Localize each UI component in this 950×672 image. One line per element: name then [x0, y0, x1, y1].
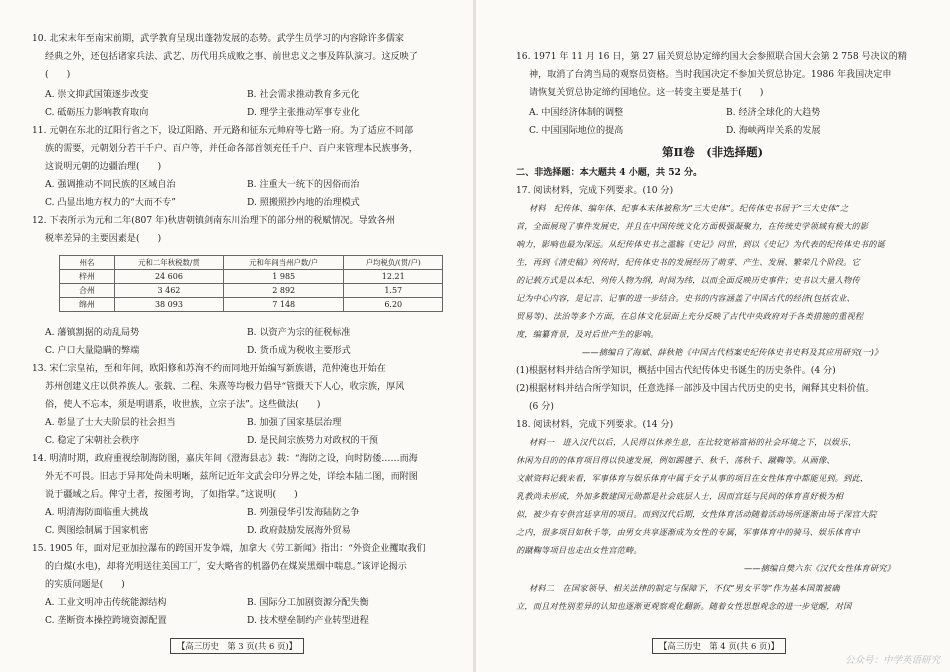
table-cell: 1 985 — [223, 270, 344, 284]
q17-material: 生，再到《清史稿》列传时，纪传体史书的发展经历了萌芽、产生、发展、繁荣几个阶段。它 — [516, 257, 860, 267]
table-cell: 38 093 — [115, 298, 224, 312]
q16-option-a: A. 中国经济体制的调整 — [529, 108, 624, 118]
q12-stem: 税率差异的主要因素是( ) — [45, 234, 162, 244]
table-cell: 梓州 — [60, 270, 115, 284]
section-intro: 二、非选择题：本大题共 4 小题，共 52 分。 — [516, 167, 703, 178]
q14-stem: 外无不可畏。旧志于异邦处尚未明晰，兹所记近年文武会印分界之处，详绘本陆二图，而附图 — [45, 472, 418, 482]
q17-material: 响力，影响也最为深远。从纪传体史书之滥觞《史记》问世，到以《史记》为代表的纪传体史书的诞 — [516, 239, 886, 249]
q11-stem: 这说明元朝的边疆治理( ) — [45, 162, 162, 172]
q15-option-b: B. 国际分工加剧资源分配失衡 — [247, 598, 369, 608]
table-header-row — [60, 256, 443, 270]
q17-material: 首，全面展现了事件发展史，并且在中国传统文化方面极强凝聚力，在传统史学领域有极大的影 — [516, 221, 869, 231]
q18-material-1: 休闲为目的的体育项目得以快速发展，例如踢毽子、秋千、荡秋千、蹴鞠等。从画像、 — [516, 455, 835, 465]
q12-option-a: A. 藩镇割据的动乱局势 — [45, 328, 140, 338]
q11-option-b: B. 注重大一统下的因俗而治 — [247, 180, 360, 190]
q15-option-a: A. 工业文明冲击传统能源结构 — [45, 598, 167, 608]
q13-option-c: C. 稳定了宋朝社会秩序 — [45, 436, 140, 446]
q18-material-1: 之内，很多项目如秋千等，由男女共享逐渐成为女性的专属，军事体育中的骑马、娱乐体育中 — [516, 527, 860, 537]
table-cell: 12.21 — [344, 270, 443, 284]
q18-material-2: 材料二 在国家领导、相关法律的制定与保障下，不仅“男女平等”作为基本国策被确 — [529, 583, 840, 593]
tax-table — [59, 255, 443, 312]
q13-stem: 俗，使人不忘本，须是明谱系，收世族，立宗子法”。这些做法( ) — [45, 400, 321, 410]
q18-material-1: 似，被少有专供宫廷享用的项目。而到汉代后期，女性体育活动随着活动场所逐渐由场子深宫大院 — [516, 509, 877, 519]
left-page — [0, 0, 474, 672]
q18-material-1: 的蹴鞠等项目也走出女性宫范畴。 — [516, 545, 642, 555]
q16-stem: 16. 1971 年 11 月 16 日，第 27 届关贸总协定缔约国大会参照联合国大会第 2 758 号决议的精 — [516, 52, 907, 62]
q17-material: 的记载方式是以本纪、列传人物为纲，时间为纬，以而全面反映历史事件；史书以大量人物传 — [516, 275, 860, 285]
q15-stem: 的实质问题是( ) — [45, 580, 125, 590]
q15-option-d: D. 技术壁垒制约产业转型进程 — [247, 616, 369, 626]
q12-stem: 12. 下表所示为元和二年(807 年)秋唐朝镇剑南东川治理下的部分州的税赋情况。导致各州 — [32, 216, 395, 226]
q17-material: 材料 纪传体、编年体、纪事本末体被称为“三大史体”。纪传体史书居于“三大史体”之 — [529, 203, 849, 213]
q17-intro: 17. 阅读材料，完成下列要求。(10 分) — [516, 186, 674, 196]
page-footer: 【高三历史 第 4 页(共 6 页)】 — [652, 638, 786, 654]
q13-option-a: A. 彰显了士大夫阶层的社会担当 — [45, 418, 176, 428]
q10-stem: 10. 北宋末年至南宋前期，武学教育呈现出蓬勃发展的态势。武学生员学习的内容除许多儒家 — [32, 34, 405, 44]
q14-option-d: D. 政府鼓励发展海外贸易 — [247, 526, 351, 536]
q16-option-b: B. 经济全球化的大趋势 — [726, 108, 821, 118]
table-cell: 6.20 — [344, 298, 443, 312]
section-title: 第Ⅱ卷 (非选择题) — [662, 145, 764, 159]
q18-material-1: 材料一 进入汉代以后，人民得以休养生息，在比较宽裕富裕的社会环境之下，以娱乐、 — [529, 437, 857, 447]
table-cell: 1.57 — [344, 284, 443, 298]
q18-intro: 18. 阅读材料，完成下列要求。(14 分) — [516, 420, 674, 430]
watermark: 公众号：中学英语研究 — [844, 655, 940, 666]
table-cell: 2 892 — [223, 284, 344, 298]
q15-option-c: C. 垄断资本操控跨境资源配置 — [45, 616, 167, 626]
table-header-cell: 户均税负/(贯/户) — [344, 256, 443, 270]
q15-stem: 的白煤(水电)，却将光明送往美国工厂，安大略省的机器仍在煤炭黑烟中喘息。”该评论揭示 — [45, 562, 407, 572]
q17-question-2: (2)根据材料并结合所学知识，任意选择一部涉及中国古代历史的史书，阐释其史料价值。 — [516, 384, 875, 394]
q10-stem: ( ) — [45, 70, 71, 80]
q18-material-2: 立，而且对性别差异的认知也逐渐更观察观化翻新。随着女性思想观念的进一步觉醒，对国 — [516, 601, 852, 611]
right-page — [476, 0, 950, 672]
q10-option-b: B. 社会需求推动教育多元化 — [247, 90, 360, 100]
q11-option-c: C. 凸显出地方权力的“大而不专” — [45, 198, 176, 208]
q14-option-c: C. 舆图绘制属于国家机密 — [45, 526, 149, 536]
table-cell: 7 148 — [223, 298, 344, 312]
q16-option-d: D. 海峡两岸关系的发展 — [726, 126, 821, 136]
q17-material: 度，编纂背景，及对后世产生的影响。 — [516, 329, 659, 339]
q18-material-1: 乳教尚未形成，外加多数建国元勋都是社会底层人士，因而宫廷与民间的体育喜好极为相 — [516, 491, 844, 501]
q18-material-1: 文献资料记载来看，军事体育与娱乐体育中属于女子从事的项目在女性体育中都能见到。到此， — [516, 473, 869, 483]
q17-material: 贸易等)、法治等多个方面，在总体文化层面上充分反映了古代中央政府对于各类措施的重视程 — [516, 311, 864, 321]
q16-stem: 神，取消了台湾当局的观察员资格。当时我国决定不参加关贸总协定。1986 年我国决定申 — [529, 70, 892, 80]
q11-option-a: A. 强调推动不同民族的区域自治 — [45, 180, 176, 190]
table-header-cell: 元和年间当州户数/户 — [223, 256, 344, 270]
table-row — [60, 284, 443, 298]
q16-stem: 请恢复关贸总协定缔约国地位。这一转变主要是基于( ) — [529, 88, 764, 98]
q10-option-d: D. 理学主张推动军事专业化 — [247, 108, 360, 118]
table-cell: 绵州 — [60, 298, 115, 312]
q12-option-c: C. 户口大量隐瞒的弊端 — [45, 346, 140, 356]
table-cell: 合州 — [60, 284, 115, 298]
q13-stem: 苏州创建义庄以供养族人。张载、二程、朱熹等均极力倡导“管摄天下人心，收宗族，厚风 — [45, 382, 405, 392]
q13-option-d: D. 是民间宗族势力对政权的干预 — [247, 436, 378, 446]
table-header-cell: 元和二年秋税数/贯 — [115, 256, 224, 270]
q11-stem: 11. 元朝在东北的辽阳行省之下，设辽阳路、开元路和征东元帅府等七路一府。为了适应不同部 — [32, 126, 414, 136]
table-cell: 24 606 — [115, 270, 224, 284]
q12-option-d: D. 货币成为税收主要形式 — [247, 346, 351, 356]
q14-option-b: B. 列强侵华引发海陆防之争 — [247, 508, 360, 518]
q14-stem: 说于疆域之后。俾守土者，按图考询，了如指掌。”这说明( ) — [45, 490, 298, 500]
q11-option-d: D. 照搬照抄内地的治理模式 — [247, 198, 360, 208]
q10-option-c: C. 砥砺压力影响教育取向 — [45, 108, 149, 118]
page-footer: 【高三历史 第 3 页(共 6 页)】 — [170, 638, 304, 654]
table-cell: 3 462 — [115, 284, 224, 298]
q14-option-a: A. 明清海防面临重大挑战 — [45, 508, 149, 518]
q17-question-2-score: (6 分) — [529, 402, 554, 412]
q12-option-b: B. 以资产为宗的征税标准 — [247, 328, 351, 338]
q17-question-1: (1)根据材料并结合所学知识，概括中国古代纪传体史书诞生的历史条件。(4 分) — [516, 366, 836, 376]
q15-stem: 15. 1905 年，面对尼亚加拉瀑布的跨国开发争端，加拿大《劳工新闻》指出：“外资企业攫取我们 — [32, 544, 426, 554]
q17-material: 记为中心内容，是记言、记事的进一步结合。史书的内容涵盖了中国古代的经济(包括农业、 — [516, 293, 855, 303]
q16-option-c: C. 中国国际地位的提高 — [529, 126, 624, 136]
q11-stem: 族的需要，元朝划分若干千户、百户等，并任命各部首领充任千户、百户来管理本民族事务， — [45, 144, 418, 154]
q10-stem: 经典之外，还包括诸家兵法、武艺、历代用兵成败之事、前世忠义之事及阵队演习。这反映了 — [45, 52, 418, 62]
table-row — [60, 270, 443, 284]
q17-source: ——摘编自了海斌、薛秋艳《中国古代档案史纪传体史书史料及其应用研究(一)》 — [582, 347, 883, 357]
q18-source-1: ——摘编自樊六东《汉代女性体育研究》 — [744, 563, 895, 573]
q10-option-a: A. 崇文抑武国策逐步改变 — [45, 90, 149, 100]
table-header-cell: 州名 — [60, 256, 115, 270]
q13-option-b: B. 加强了国家基层治理 — [247, 418, 342, 428]
table-row — [60, 298, 443, 312]
q14-stem: 14. 明清时期，政府重视绘制海防图，嘉庆年间《澄海县志》载：“海防之设，向时防倭……而海 — [32, 454, 418, 464]
q13-stem: 13. 宋仁宗皇祐，至和年间，欧阳修和苏洵不约而同地开始编写新族谱，范仲淹也开始在 — [32, 364, 386, 374]
